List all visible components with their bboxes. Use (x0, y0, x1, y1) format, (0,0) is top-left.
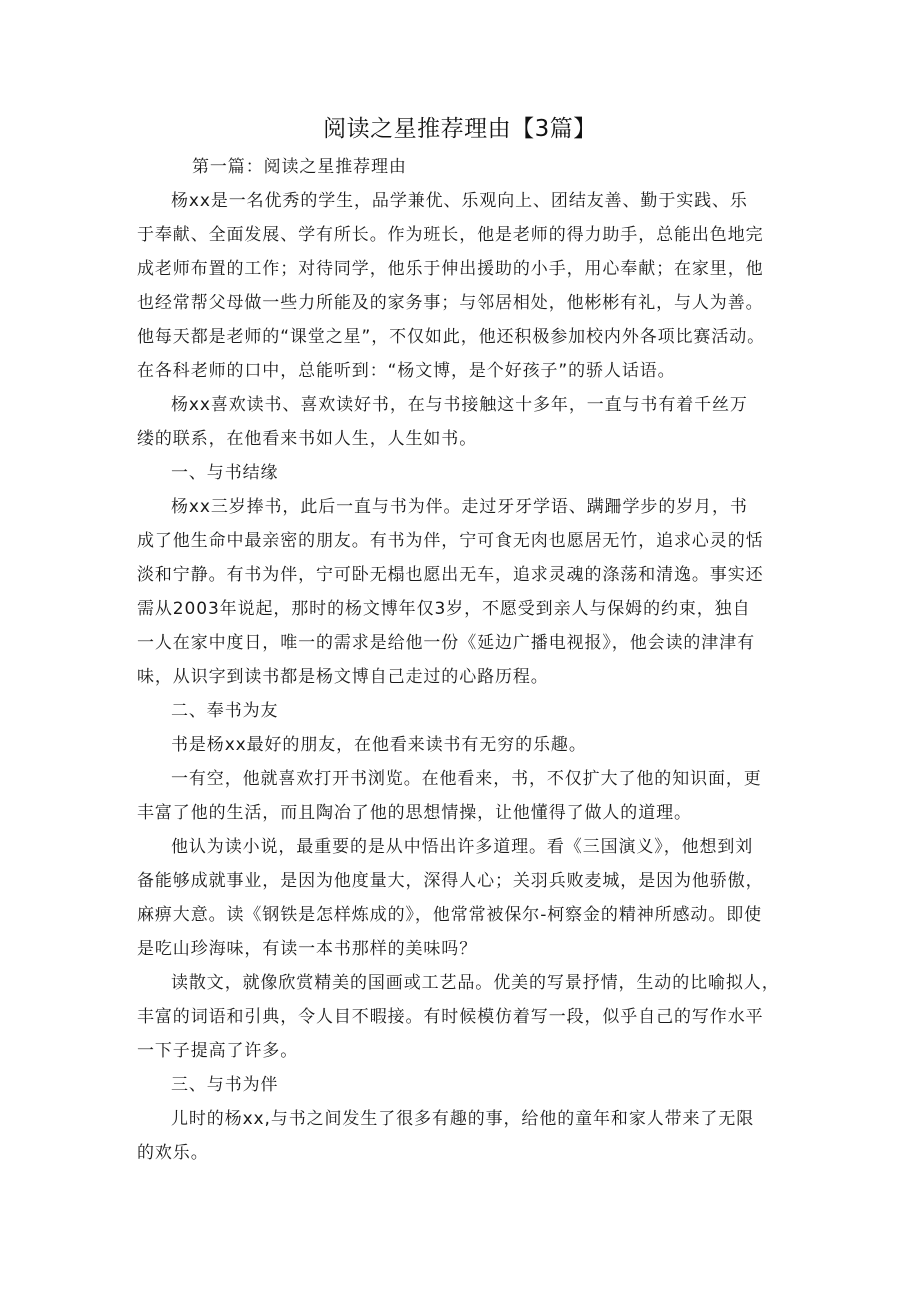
section-heading: 第一篇：阅读之星推荐理由 (192, 157, 407, 177)
document-title: 阅读之星推荐理由【3篇】 (323, 116, 597, 142)
paragraph-line: 成了他生命中最亲密的朋友。有书为伴，宁可食无肉也愿居无竹，追求心灵的恬 (137, 531, 764, 551)
paragraph-line: 成老师布置的工作；对待同学，他乐于伸出援助的小手，用心奉献；在家里，他 (137, 259, 764, 279)
paragraph-line: 书是杨xx最好的朋友，在他看来读书有无穷的乐趣。 (171, 735, 587, 755)
paragraph-line: 缕的联系，在他看来书如人生，人生如书。 (137, 429, 478, 449)
subsection-heading: 一、与书结缘 (171, 463, 279, 483)
paragraph-line: 丰富了他的生活，而且陶冶了他的思想情操，让他懂得了做人的道理。 (137, 803, 692, 823)
paragraph-line: 于奉献、全面发展、学有所长。作为班长，他是老师的得力助手，总能出色地完 (137, 225, 764, 245)
paragraph-line: 杨xx三岁捧书，此后一直与书为伴。走过牙牙学语、蹒跚学步的岁月，书 (171, 497, 748, 517)
document-body (137, 150, 793, 1170)
paragraph-line: 一下子提高了许多。 (137, 1041, 299, 1061)
paragraph-line: 杨xx喜欢读书、喜欢读好书，在与书接触这十多年，一直与书有着千丝万 (171, 395, 748, 415)
paragraph-line: 他每天都是老师的“课堂之星”，不仅如此，他还积极参加校内外各项比赛活动。 (137, 327, 766, 347)
paragraph-line: 在各科老师的口中，总能听到：“杨文博，是个好孩子”的骄人话语。 (137, 361, 676, 381)
paragraph-line: 也经常帮父母做一些力所能及的家务事；与邻居相处，他彬彬有礼，与人为善。 (137, 293, 764, 313)
paragraph-line: 味，从识字到读书都是杨文博自己走过的心路历程。 (137, 667, 549, 687)
paragraph-line: 淡和宁静。有书为伴，宁可卧无榻也愿出无车，追求灵魂的涤荡和清逸。事实还 (137, 565, 764, 585)
paragraph-line: 杨xx是一名优秀的学生，品学兼优、乐观向上、团结友善、勤于实践、乐 (171, 191, 748, 211)
paragraph-line: 他认为读小说，最重要的是从中悟出许多道理。看《三国演义》，他想到刘 (171, 837, 754, 857)
paragraph-line: 一有空，他就喜欢打开书浏览。在他看来，书，不仅扩大了他的知识面，更 (171, 769, 762, 789)
paragraph-line: 需从2003年说起，那时的杨文博年仅3岁，不愿受到亲人与保姆的约束，独自 (137, 599, 751, 619)
subsection-heading: 三、与书为伴 (171, 1075, 279, 1095)
paragraph-line: 麻痹大意。读《钢铁是怎样炼成的》，他常常被保尔-柯察金的精神所感动。即使 (137, 905, 763, 925)
paragraph-line: 是吃山珍海味，有读一本书那样的美味吗？ (137, 939, 478, 959)
paragraph-line: 备能够成就事业，是因为他度量大，深得人心；关羽兵败麦城，是因为他骄傲， (137, 871, 764, 891)
paragraph-line: 的欢乐。 (137, 1143, 209, 1163)
subsection-heading: 二、奉书为友 (171, 701, 279, 721)
paragraph-line: 儿时的杨xx,与书之间发生了很多有趣的事，给他的童年和家人带来了无限 (171, 1109, 755, 1129)
paragraph-line: 读散文，就像欣赏精美的国画或工艺品。优美的写景抒情，生动的比喻拟人， (171, 973, 780, 993)
paragraph-line: 丰富的词语和引典，令人目不暇接。有时候模仿着写一段，似乎自己的写作水平 (137, 1007, 764, 1027)
paragraph-line: 一人在家中度日，唯一的需求是给他一份《延边广播电视报》，他会读的津津有 (137, 633, 755, 653)
